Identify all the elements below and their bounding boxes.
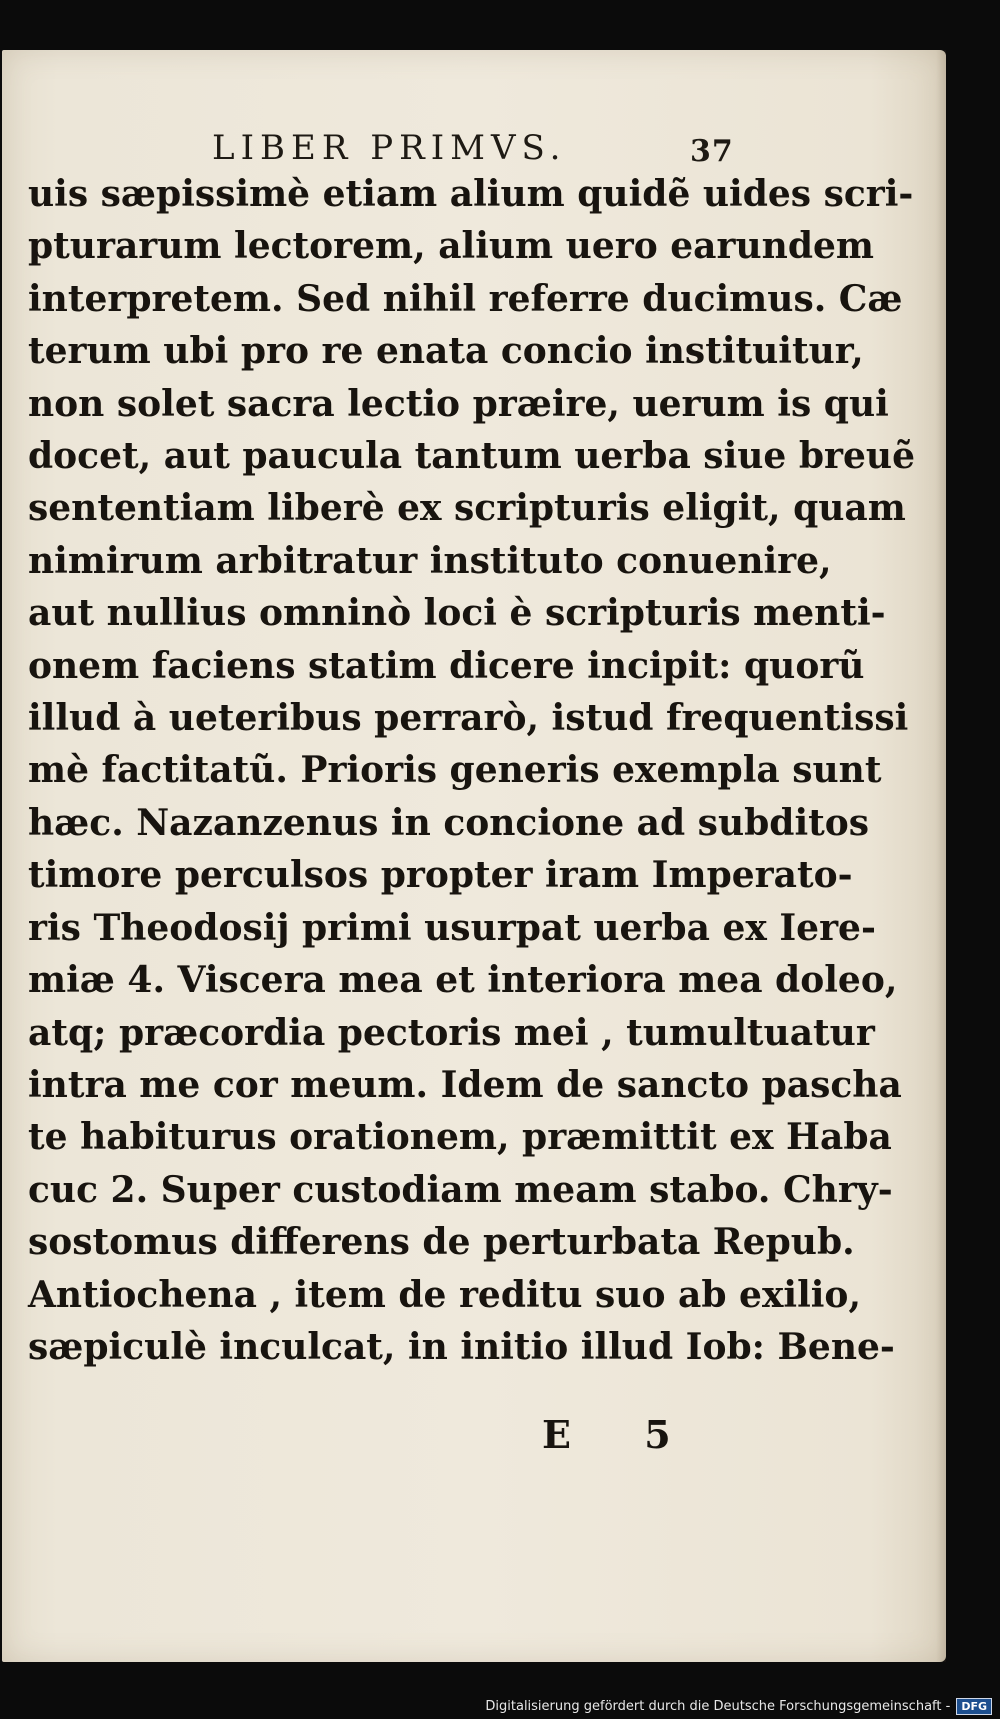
- text-line: interpretem. Sed nihil referre ducimus. Cæ: [28, 277, 903, 320]
- text-line: te habiturus orationem, præmittit ex Haba: [28, 1116, 892, 1159]
- text-line: uis sæpissimè etiam alium quidẽ uides scri-: [28, 173, 914, 215]
- text-line: nimirum arbitratur instituto conuenire,: [28, 539, 832, 582]
- page-edge-shadow: [936, 50, 946, 1662]
- body-text: [28, 168, 915, 1373]
- text-line: atq; præcordia pectoris mei , tumultuatur: [28, 1011, 875, 1054]
- signature-mark: E 5: [542, 1412, 701, 1457]
- text-line: miæ 4. Viscera mea et interiora mea doleo,: [28, 959, 898, 1002]
- text-line: pturarum lectorem, alium uero earundem: [28, 225, 874, 268]
- text-line: docet, aut paucula tantum uerba siue breuẽ: [28, 435, 915, 478]
- text-line: sostomus differens de perturbata Repub.: [28, 1221, 855, 1264]
- text-line: terum ubi pro re enata concio instituitur,: [28, 330, 864, 373]
- credit-text: Digitalisierung gefördert durch die Deutsche Forschungsgemeinschaft -: [485, 1699, 951, 1714]
- book-page: [2, 50, 946, 1662]
- text-line: sententiam liberè ex scripturis eligit, quam: [28, 487, 906, 530]
- text-line: hæc. Nazanzenus in concione ad subditos: [28, 801, 870, 844]
- text-line: mè factitatũ. Prioris generis exempla sunt: [28, 749, 882, 792]
- running-head-title: LIBER PRIMVS.: [212, 128, 567, 168]
- text-line: Antiochena , item de reditu suo ab exilio,: [28, 1273, 861, 1316]
- text-line: aut nullius omninò loci è scripturis menti-: [28, 592, 886, 635]
- digitization-credit: [485, 1698, 992, 1715]
- text-line: intra me cor meum. Idem de sancto pascha: [28, 1063, 902, 1106]
- text-line: non solet sacra lectio præire, uerum is qui: [28, 382, 889, 425]
- text-line: ris Theodosij primi usurpat uerba ex Iere-: [28, 906, 876, 949]
- text-line: onem faciens statim dicere incipit: quorũ: [28, 644, 865, 687]
- page-number: 37: [690, 134, 734, 169]
- text-line: sæpiculè inculcat, in initio illud Iob: Bene-: [28, 1325, 895, 1368]
- text-line: timore perculsos propter iram Imperato-: [28, 854, 853, 897]
- text-line: illud à ueteribus perrarò, istud frequentissi: [28, 697, 909, 740]
- dfg-logo: DFG: [956, 1698, 992, 1715]
- text-line: cuc 2. Super custodiam meam stabo. Chry-: [28, 1168, 893, 1211]
- running-head: [212, 128, 752, 168]
